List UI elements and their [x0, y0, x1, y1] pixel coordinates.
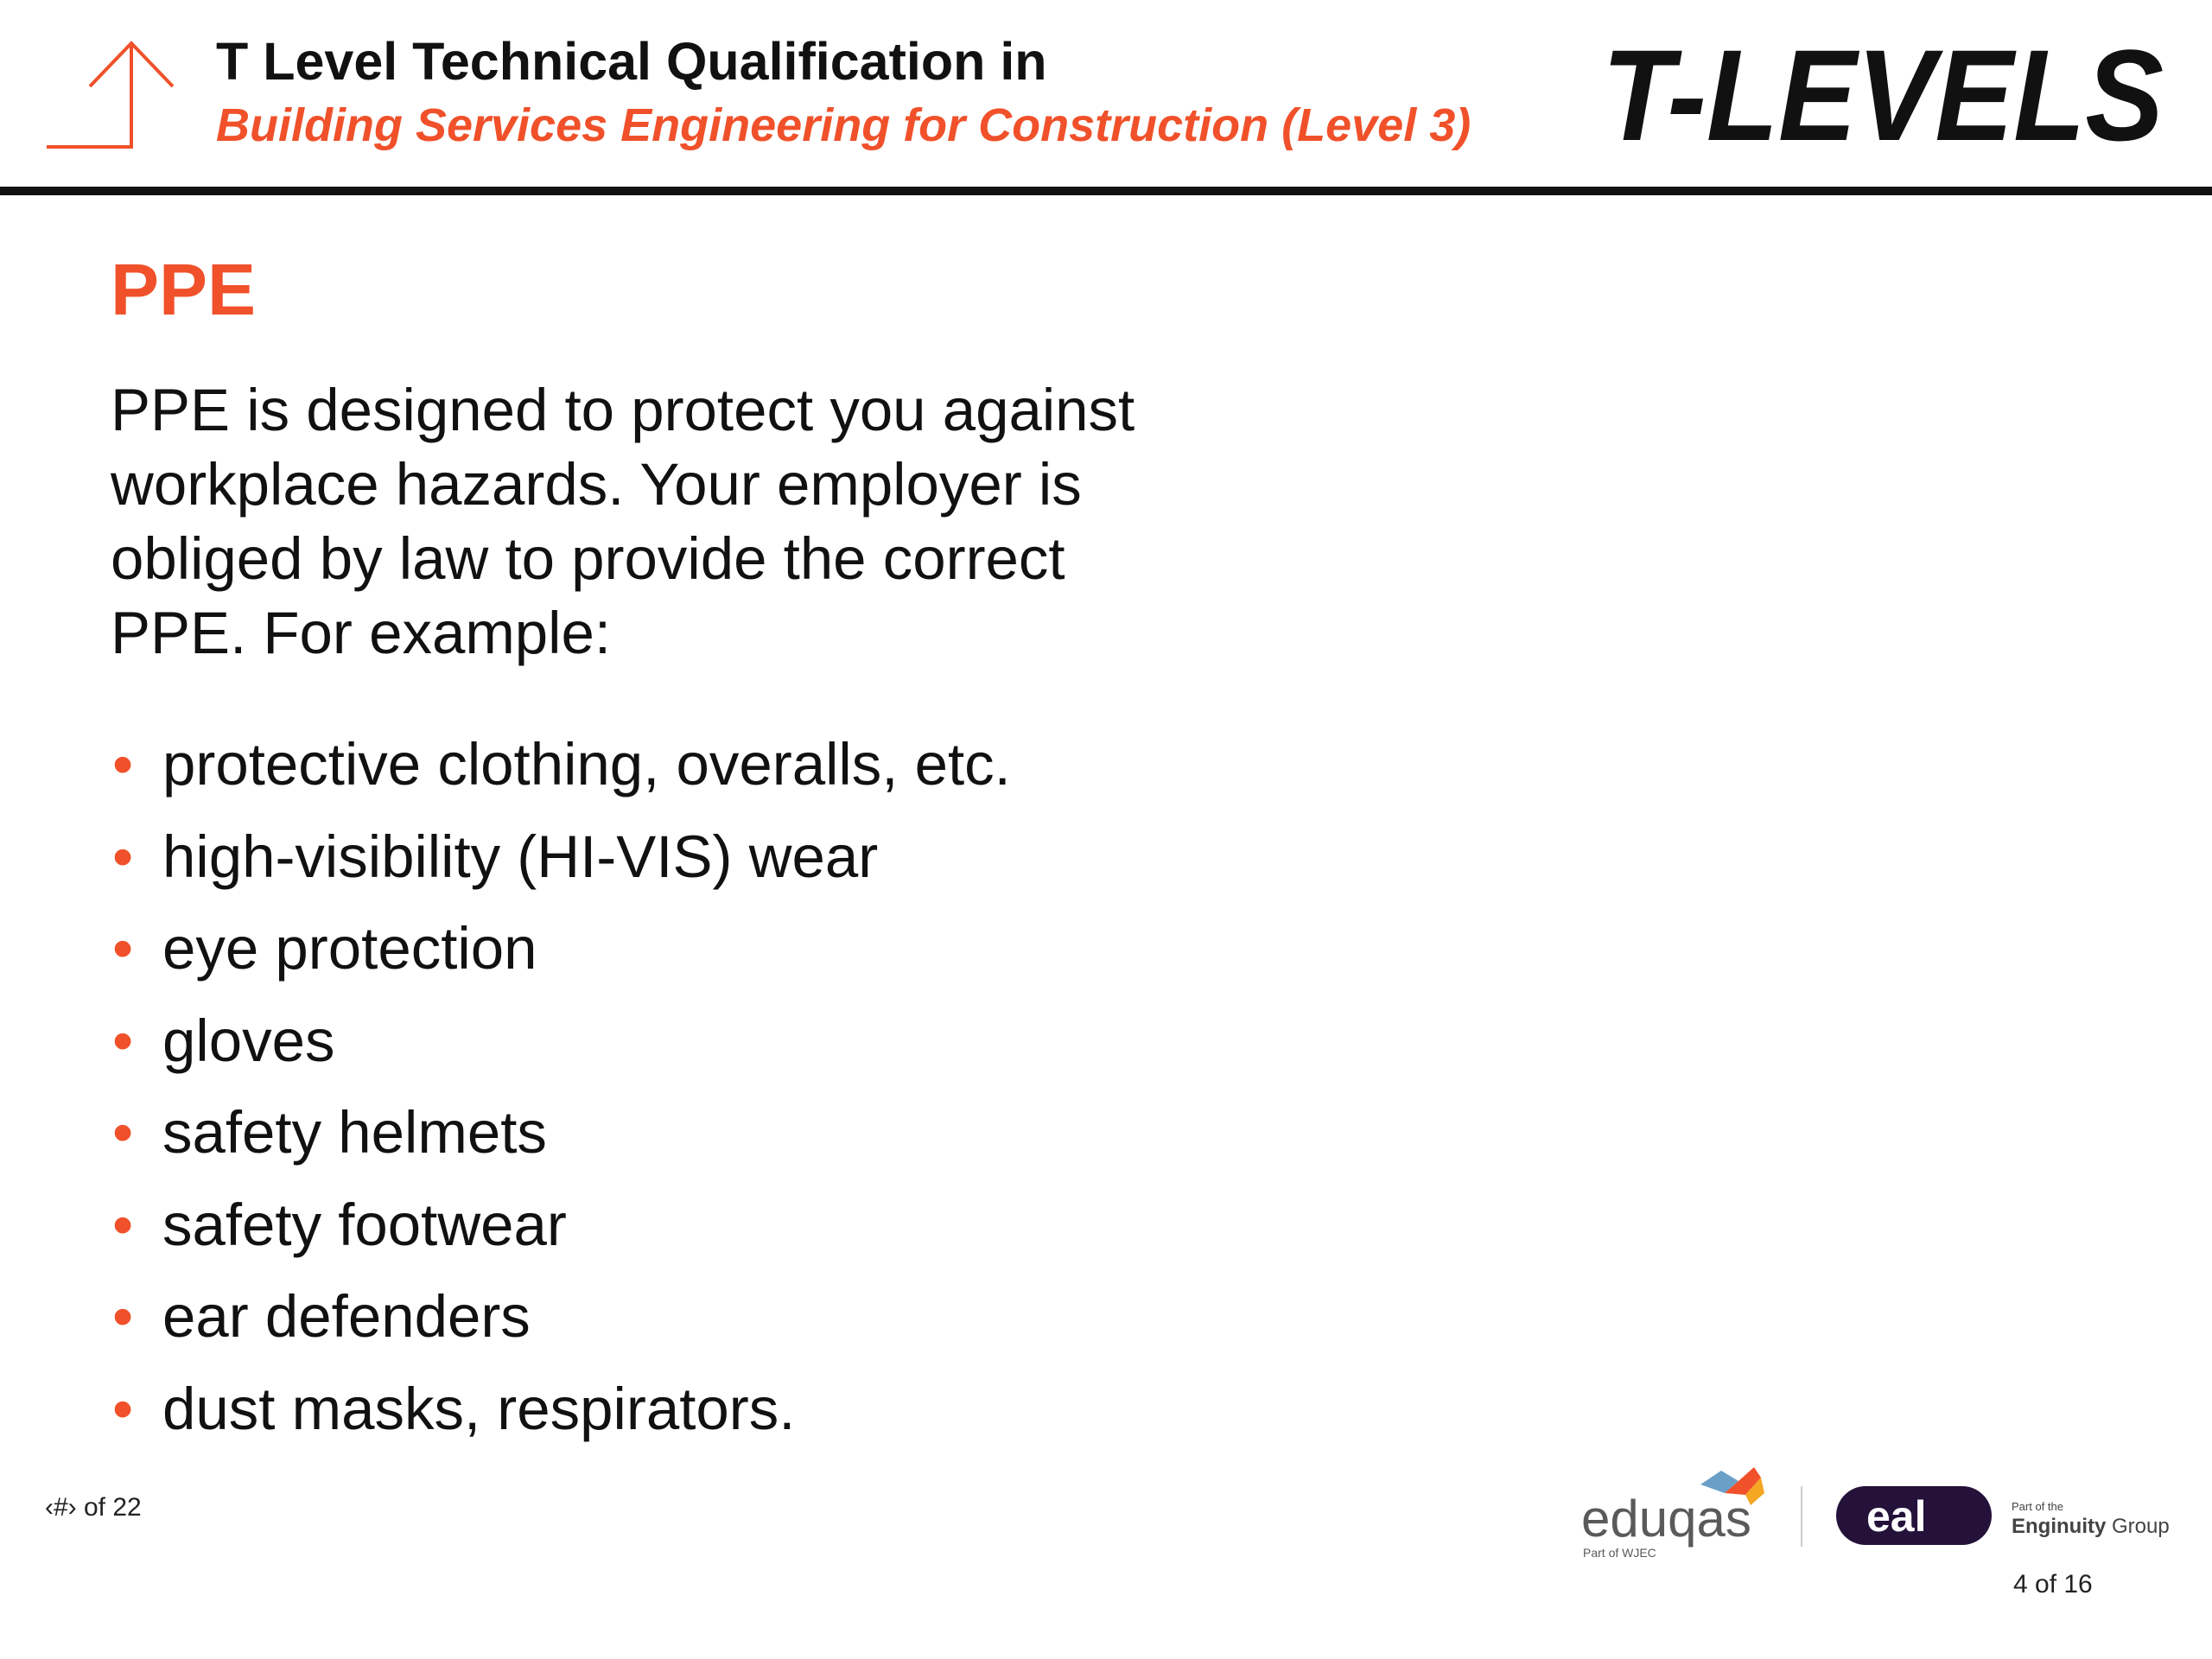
slide-number: ‹#› of 22 [45, 1493, 142, 1522]
slide-title: PPE [111, 249, 257, 330]
list-item-text: safety footwear [162, 1191, 567, 1258]
list-item-text: ear defenders [162, 1283, 531, 1350]
enginuity-line1: Part of the [2012, 1500, 2063, 1513]
list-item-text: protective clothing, overalls, etc. [162, 731, 1011, 798]
bullet-icon: • [112, 1099, 134, 1166]
eduqas-logo-text: eduqas [1581, 1490, 1751, 1548]
bullet-icon: • [112, 1007, 134, 1074]
page-count: 4 of 16 [2013, 1570, 2093, 1599]
header-divider [0, 187, 2212, 195]
eduqas-logo [1581, 1467, 1764, 1560]
list-item [111, 1282, 1234, 1351]
t-levels-logo [1599, 35, 2169, 156]
list-item [111, 914, 1234, 983]
slide-header [0, 0, 2212, 199]
list-item-text: high-visibility (HI-VIS) wear [162, 823, 879, 890]
list-item-text: dust masks, respirators. [162, 1375, 796, 1442]
svg-text:Enginuity Group [2012, 1515, 2170, 1538]
intro-paragraph: PPE is designed to protect you against workplace hazards. Your employer is obliged by law to provide the correct PPE. For example: [111, 377, 1135, 666]
list-item [111, 1375, 1234, 1444]
enginuity-group: Group [2106, 1515, 2170, 1538]
bullet-icon: • [112, 915, 134, 982]
list-item [111, 1098, 1234, 1167]
partner-logos [1573, 1452, 2177, 1564]
eduqas-tagline: Part of WJEC [1583, 1546, 1656, 1560]
list-item [111, 1191, 1234, 1260]
list-item-text: gloves [162, 1007, 335, 1074]
header-title: T Level Technical Qualification in [216, 32, 1047, 91]
eal-logo-text: eal [1866, 1492, 1927, 1541]
list-item-text: safety helmets [162, 1099, 547, 1166]
list-item [111, 823, 1234, 892]
list-item-text: eye protection [162, 915, 537, 982]
bullet-icon: • [112, 1191, 134, 1258]
bullet-icon: • [112, 823, 134, 890]
up-arrow-icon [45, 36, 175, 152]
enginuity-name: Enginuity [2012, 1515, 2107, 1538]
ppe-bullet-list [111, 730, 1234, 1444]
slide-content [111, 251, 1234, 1466]
list-item [111, 730, 1234, 799]
bullet-icon: • [112, 731, 134, 798]
eal-logo [1836, 1486, 1992, 1545]
enginuity-logo [2012, 1500, 2170, 1538]
list-item [111, 1007, 1234, 1076]
header-subtitle: Building Services Engineering for Construction (Level 3) [216, 99, 1471, 151]
t-levels-logo-text: T-LEVELS [1602, 35, 2164, 156]
bullet-icon: • [112, 1375, 134, 1442]
bullet-icon: • [112, 1283, 134, 1350]
